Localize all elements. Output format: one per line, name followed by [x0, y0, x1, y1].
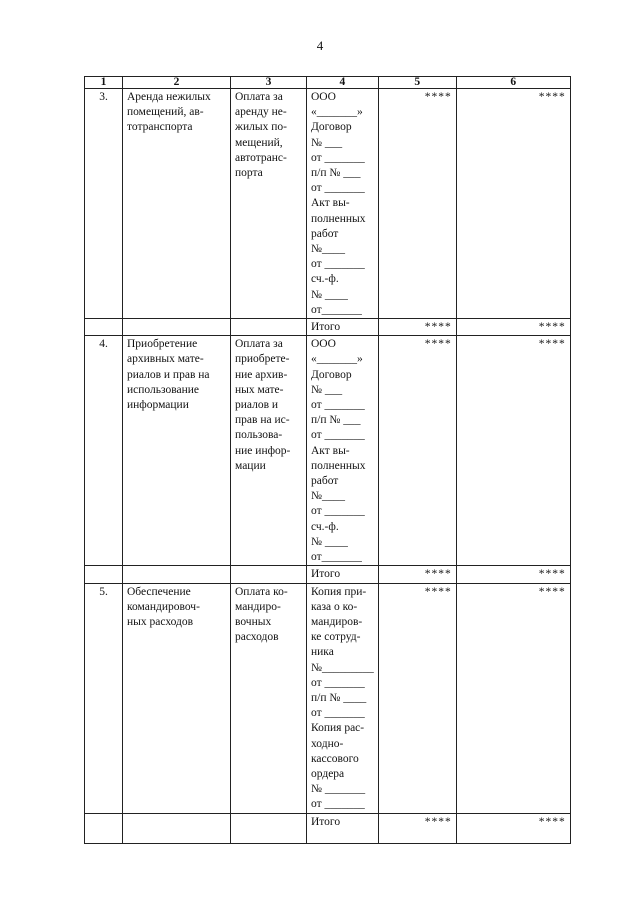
- cell-line: мещений,: [235, 136, 283, 149]
- supporting-documents: [307, 89, 379, 319]
- cell-text: ****: [424, 91, 452, 103]
- total-label: [307, 319, 379, 336]
- empty-cell: [123, 566, 231, 583]
- payment-purpose: [231, 583, 307, 813]
- cell-line: от _______: [311, 676, 365, 689]
- cell-line: прав на ис-: [235, 414, 290, 427]
- cell-text: ****: [424, 338, 452, 351]
- cell-line: от _______: [311, 429, 365, 442]
- cell-line: № ___: [311, 383, 343, 396]
- row-number: [85, 336, 123, 566]
- cell-text: 4: [339, 76, 346, 88]
- amount-col6: [456, 336, 570, 566]
- table-row: [85, 89, 571, 319]
- cell-line: Оплата ко-: [235, 585, 288, 598]
- header-cell-2: [123, 77, 231, 89]
- cell-line: Приобретение: [127, 338, 198, 351]
- supporting-documents: [307, 336, 379, 566]
- cell-line: полненных: [311, 459, 366, 472]
- cell-line: риалов и прав на: [127, 368, 210, 381]
- cell-text: Итого: [311, 815, 341, 828]
- cell-line: Копия при-: [311, 585, 367, 598]
- total-col6: [456, 813, 570, 843]
- empty-cell: [231, 566, 307, 583]
- header-cell-6: [456, 77, 570, 89]
- cell-line: сч.-ф.: [311, 520, 339, 533]
- cell-line: мандиро-: [235, 600, 281, 613]
- expense-name: [123, 89, 231, 319]
- cell-text: ****: [538, 815, 566, 828]
- cell-line: от _______: [311, 399, 365, 412]
- cell-line: от _______: [311, 505, 365, 518]
- cell-line: тотранспорта: [127, 121, 193, 134]
- cell-text: 6: [510, 76, 517, 88]
- header-cell-1: [85, 77, 123, 89]
- cell-line: ООО: [311, 91, 336, 103]
- cell-line: Договор: [311, 121, 352, 134]
- cell-line: каза о ко-: [311, 600, 358, 613]
- supporting-documents: [307, 583, 379, 813]
- cell-text: ****: [538, 321, 566, 334]
- cell-line: ордера: [311, 767, 345, 780]
- cell-line: ние архив-: [235, 368, 288, 381]
- empty-cell: [231, 319, 307, 336]
- cell-line: ника: [311, 646, 334, 659]
- cell-line: приобрете-: [235, 353, 290, 366]
- cell-text: ****: [424, 585, 452, 598]
- payment-purpose: [231, 336, 307, 566]
- header-row: [85, 77, 571, 89]
- cell-line: от _______: [311, 707, 365, 720]
- cell-text: 1: [100, 76, 107, 88]
- empty-cell: [85, 319, 123, 336]
- cell-text: 3.: [99, 91, 108, 103]
- cell-line: №____: [311, 490, 345, 503]
- table-row: [85, 583, 571, 813]
- cell-line: сч.-ф.: [311, 273, 339, 286]
- cell-line: пользова-: [235, 429, 283, 442]
- cell-line: ООО: [311, 338, 336, 351]
- total-label: [307, 566, 379, 583]
- expense-name: [123, 583, 231, 813]
- cell-line: п/п № ___: [311, 167, 361, 180]
- cell-text: 3: [265, 76, 272, 88]
- payments-table: [84, 76, 571, 844]
- cell-line: аренду не-: [235, 106, 287, 119]
- amount-col6: [456, 89, 570, 319]
- cell-line: «_______»: [311, 106, 363, 119]
- header-cell-5: [378, 77, 456, 89]
- cell-line: «_______»: [311, 353, 363, 366]
- total-col5: [378, 319, 456, 336]
- cell-text: Итого: [311, 568, 341, 581]
- cell-line: использование: [127, 383, 200, 396]
- cell-line: автотранс-: [235, 151, 287, 164]
- cell-line: мации: [235, 459, 266, 472]
- empty-cell: [123, 813, 231, 843]
- cell-line: от _______: [311, 151, 365, 164]
- cell-line: вочных: [235, 615, 272, 628]
- cell-line: жилых по-: [235, 121, 287, 134]
- table-row: [85, 336, 571, 566]
- amount-col5: [378, 336, 456, 566]
- cell-line: п/п № ____: [311, 691, 367, 704]
- cell-line: п/п № ___: [311, 414, 361, 427]
- empty-cell: [123, 319, 231, 336]
- cell-line: информации: [127, 399, 189, 412]
- cell-line: Оплата за: [235, 91, 283, 103]
- cell-line: от _______: [311, 258, 365, 271]
- cell-line: Копия рас-: [311, 722, 365, 735]
- cell-line: ходно-: [311, 737, 344, 750]
- row-number: [85, 89, 123, 319]
- cell-line: № ____: [311, 535, 348, 548]
- empty-cell: [231, 813, 307, 843]
- header-cell-4: [307, 77, 379, 89]
- amount-col6: [456, 583, 570, 813]
- header-cell-3: [231, 77, 307, 89]
- cell-line: № _______: [311, 783, 366, 796]
- amount-col5: [378, 89, 456, 319]
- cell-line: ние инфор-: [235, 444, 291, 457]
- cell-text: ****: [424, 815, 452, 828]
- total-row: [85, 813, 571, 843]
- cell-line: от_______: [311, 551, 362, 564]
- cell-line: ке сотруд-: [311, 631, 361, 644]
- expense-name: [123, 336, 231, 566]
- empty-cell: [85, 566, 123, 583]
- total-col6: [456, 319, 570, 336]
- cell-line: работ: [311, 475, 339, 488]
- cell-line: порта: [235, 167, 263, 180]
- total-label: [307, 813, 379, 843]
- cell-line: командировоч-: [127, 600, 200, 613]
- cell-text: ****: [538, 91, 566, 103]
- cell-line: помещений, ав-: [127, 106, 204, 119]
- cell-line: Обеспечение: [127, 585, 191, 598]
- total-row: [85, 566, 571, 583]
- total-col5: [378, 813, 456, 843]
- cell-line: кассового: [311, 752, 359, 765]
- total-row: [85, 319, 571, 336]
- cell-line: от _______: [311, 798, 365, 811]
- empty-cell: [85, 813, 123, 843]
- cell-line: № ____: [311, 288, 348, 301]
- cell-line: работ: [311, 227, 339, 240]
- total-col5: [378, 566, 456, 583]
- cell-line: №_________: [311, 661, 374, 674]
- cell-line: Оплата за: [235, 338, 283, 351]
- cell-line: № ___: [311, 136, 343, 149]
- cell-text: ****: [538, 568, 566, 581]
- cell-text: 5: [414, 76, 421, 88]
- cell-text: ****: [424, 568, 452, 581]
- cell-line: Аренда нежилых: [127, 91, 211, 103]
- cell-line: Договор: [311, 368, 352, 381]
- page-number: 4: [316, 38, 324, 53]
- cell-text: 2: [173, 76, 180, 88]
- total-col6: [456, 566, 570, 583]
- cell-text: 4.: [99, 338, 108, 351]
- cell-line: от_______: [311, 303, 362, 316]
- cell-line: риалов и: [235, 399, 279, 412]
- amount-col5: [378, 583, 456, 813]
- cell-line: мандиров-: [311, 615, 363, 628]
- cell-text: ****: [538, 585, 566, 598]
- cell-line: архивных мате-: [127, 353, 204, 366]
- cell-text: 5.: [99, 585, 108, 598]
- cell-line: №____: [311, 243, 345, 256]
- cell-line: ных мате-: [235, 383, 284, 396]
- cell-line: Акт вы-: [311, 197, 350, 210]
- cell-text: ****: [424, 321, 452, 334]
- cell-text: ****: [538, 338, 566, 351]
- row-number: [85, 583, 123, 813]
- cell-line: ных расходов: [127, 615, 194, 628]
- cell-line: Акт вы-: [311, 444, 350, 457]
- payment-purpose: [231, 89, 307, 319]
- cell-line: расходов: [235, 631, 279, 644]
- cell-line: полненных: [311, 212, 366, 225]
- cell-line: от _______: [311, 182, 365, 195]
- cell-text: Итого: [311, 321, 341, 334]
